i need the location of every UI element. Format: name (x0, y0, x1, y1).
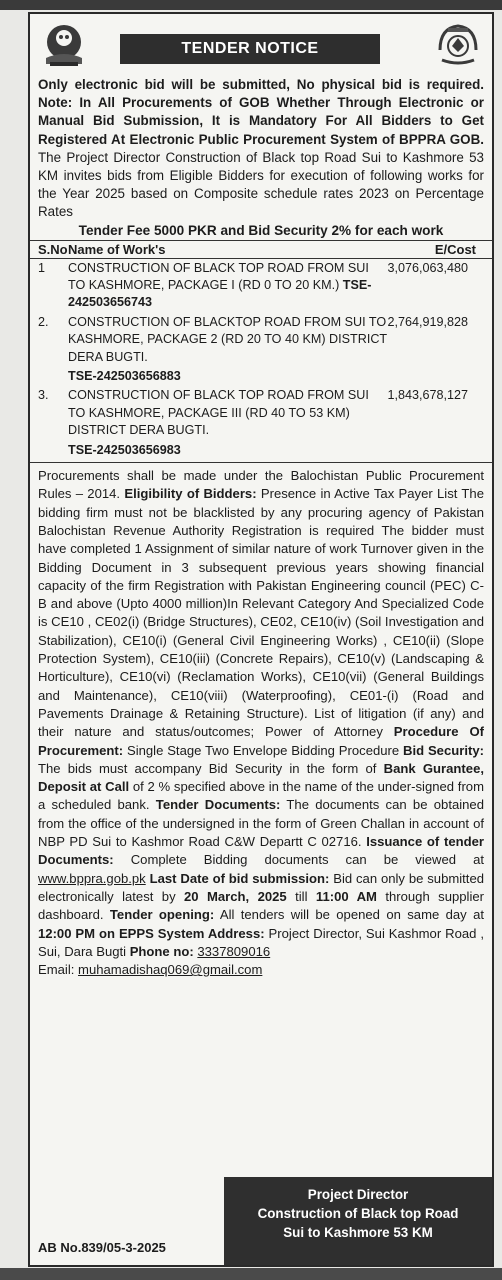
bank-text: of 2 % specified above in the name of the under-signed from a scheduled bank. (38, 779, 484, 813)
top-clipping-strip (0, 0, 502, 10)
row-number: 2. (38, 314, 49, 329)
bid-security-label: Bid Security: (403, 742, 484, 758)
header-sno: S.No (30, 240, 68, 258)
table-row (30, 386, 492, 440)
header-estimated-cost: E/Cost (387, 240, 492, 258)
tender-documents-text: The documents can be obtained from the office of the undersigned in the form of Green Challan in account of NBP PD Sui to Kashmor Road C&W Departt C 02716. (38, 797, 484, 850)
phone-label: Phone no: (129, 943, 194, 959)
works-table (30, 240, 492, 460)
work-name-text: CONSTRUCTION OF BLACKTOP ROAD FROM SUI TO KASHMORE, PACKAGE 2 (RD 20 TO 40 KM) DISTRICT DERA BUGTI. (68, 314, 387, 364)
work-name-text: CONSTRUCTION OF BLACK TOP ROAD FROM SUI TO KASHMORE, PACKAGE III (RD 40 TO 53 KM) DISTRICT DERA BUGTI. (68, 388, 369, 438)
sign-project: Construction of Black top Road (257, 1206, 459, 1221)
last-date-label: Last Date of bid submission: (149, 870, 330, 886)
website-link[interactable]: www.bppra.gob.pk (38, 870, 146, 886)
email-link[interactable]: muhamadishaq069@gmail.com (78, 962, 263, 978)
table-row (30, 313, 492, 367)
advertisement-number: AB No.839/05-3-2025 (38, 1240, 166, 1255)
tender-notice-frame (28, 12, 494, 1267)
sign-title: Project Director (307, 1187, 409, 1202)
phone-number[interactable]: 3337809016 (197, 943, 271, 959)
intro-invitation-text: The Project Director Construction of Black top Road Sui to Kashmore 53 KM invites bids from Eligible Bidders for execution of following works for the Year 2025 based on Composite schedule rates 2023 on Percentage Rates (38, 149, 484, 220)
opening-time: 12:00 PM on EPPS System Address: (38, 925, 265, 941)
row-cost: 2,764,919,828 (387, 314, 468, 329)
bottom-clipping-strip (0, 1268, 502, 1280)
work-name-text: CONSTRUCTION OF BLACK TOP ROAD FROM SUI TO KASHMORE, PACKAGE I (RD 0 TO 20 KM.) (68, 260, 369, 293)
sign-location: Sui to Kashmore 53 KM (283, 1225, 433, 1240)
submission-time: 11:00 AM (315, 888, 377, 904)
row-work-name (68, 258, 387, 313)
dashboard-text: through supplier dashboard. (38, 888, 485, 923)
tender-documents-label: Tender Documents: (155, 797, 281, 813)
email-label: Email: (38, 962, 75, 978)
tse-number: TSE-242503656743 (68, 278, 372, 310)
opening-label: Tender opening: (109, 907, 215, 923)
eligibility-text: Presence in Active Tax Payer List The bidding firm must not be blacklisted by any procuring agency of Pakistan Balochistan Revenue Authority Registration is required The bidder must have completed 1 Assignment of similar nature of work Turnover given in the Bidding Document in 3 subsequent previous years showing financial capacity of the firm Registration with Pakistan Engineering council (PEC) C-B and above (Upto 4000 million)In Relevant Category And Specialized Code is CE10 , CE02(i) (Bridge Structures), CE02, CE10(iv) (Soil Investigation and Stabilization), CE10(i) (General Civil Engineering Works) , CE10(ii) (Slope Protection System), CE10(iii) (Concrete Repairs), CE10(v) (Landscaping & Horticulture), CE10(vi) (Reclamation Works), CE10(vii) (General Buildings and Maintenance), CE10(viii) (Waterproofing), CE01-(i) (Road and Pavements Drainage & Retaining Structure). List of litigation (if any) and their nature and status/outcomes; Power of Attorney (38, 486, 484, 740)
row-cost: 3,076,063,480 (387, 260, 468, 275)
procedure-label: Procedure Of Procurement: (38, 724, 484, 758)
intro-mandatory-note: Only electronic bid will be submitted, No physical bid is required. Note: In All Procurements of GOB Whether Through Electronic or Manual Bid Submission, It is Mandatory For All Bidders to Get Registered At Electronic Public Procurement System of BPPRA GOB. (38, 77, 484, 147)
row-number: 1 (38, 260, 46, 275)
issuance-label: Issuance of tender Documents: (38, 834, 484, 868)
notice-title: TENDER NOTICE (120, 34, 380, 64)
tse-number: TSE-242503656983 (68, 442, 181, 457)
till-text: till (286, 888, 316, 904)
submission-date: 20 March, 2025 (184, 888, 287, 904)
tender-fee-line: Tender Fee 5000 PKR and Bid Security 2% for each work (78, 222, 444, 238)
tse-number: TSE-242503656883 (68, 369, 181, 384)
rules-text: Procurements shall be made under the Balochistan Public Procurement Rules – 2014. (38, 468, 484, 502)
bid-security-text: The bids must accompany Bid Security in the form of (38, 760, 384, 776)
eligibility-label: Eligibility of Bidders: (124, 486, 257, 502)
works-table-header (30, 240, 492, 258)
government-emblem-icon (40, 20, 88, 68)
procedure-text: Single Stage Two Envelope Bidding Procedure (123, 742, 404, 758)
issuance-text: Complete Bidding documents can be viewed at (113, 852, 484, 868)
table-row (30, 367, 492, 386)
header-name-of-work: Name of Work's (68, 240, 387, 258)
intro-paragraph (30, 76, 492, 222)
table-row (30, 441, 492, 460)
row-number: 3. (38, 388, 49, 403)
row-cost: 1,843,678,127 (387, 388, 468, 403)
terms-paragraph (30, 463, 492, 979)
opening-text: All tenders will be opened on same day at (214, 907, 485, 923)
bank-guarantee-label: Bank Gurantee, Deposit at Call (38, 760, 484, 795)
notice-header (30, 14, 492, 76)
notice-footer (30, 1167, 492, 1265)
department-crest-icon (434, 20, 482, 68)
last-date-text: Bid can only be submitted electronically latest by (38, 870, 485, 904)
address-text: Project Director, Sui Kashmor Road , Sui, Dara Bugti (38, 925, 484, 959)
table-row (30, 258, 492, 313)
signature-block (224, 1177, 492, 1265)
